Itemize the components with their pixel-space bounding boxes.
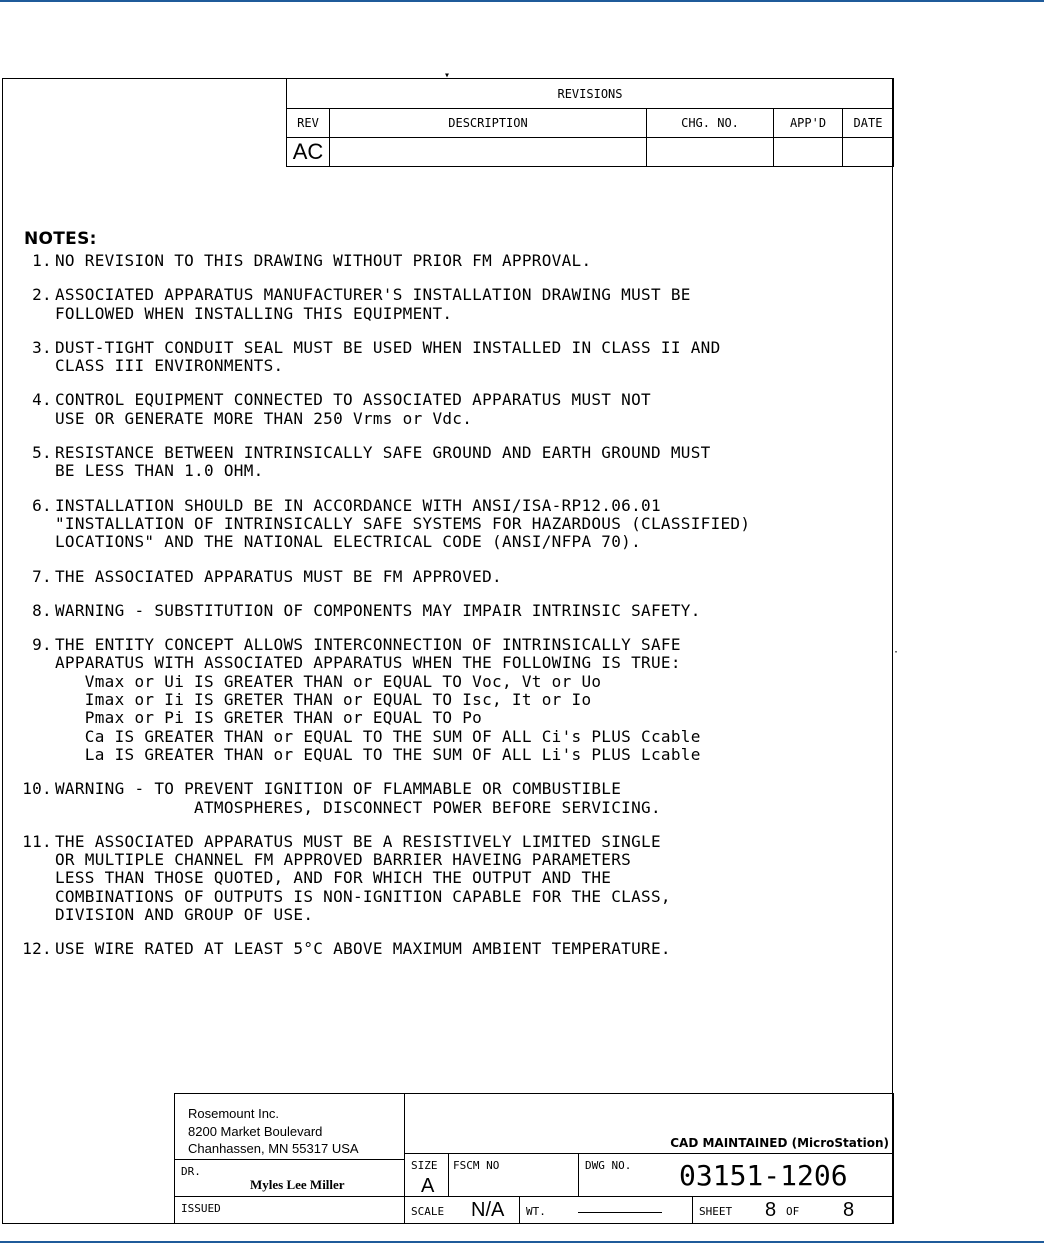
chg-no-column-header: CHG. NO. (647, 109, 774, 138)
of-value: 8 (843, 1199, 855, 1221)
note-item (10, 339, 890, 376)
note-item (10, 636, 890, 764)
note-line: THE ENTITY CONCEPT ALLOWS INTERCONNECTION OF INTRINSICALLY SAFE (55, 635, 681, 655)
notes-list (10, 252, 890, 959)
bottom-border-line (0, 1241, 1044, 1243)
note-text (55, 602, 701, 620)
note-text (55, 444, 711, 481)
scale-value: N/A (471, 1199, 505, 1221)
note-number: 4. (32, 390, 52, 410)
note-text (55, 252, 591, 270)
appd-value (774, 138, 843, 167)
note-text (55, 339, 721, 376)
note-line: CONTROL EQUIPMENT CONNECTED TO ASSOCIATED APPARATUS MUST NOT (55, 390, 651, 410)
sheet-label: SHEET (699, 1205, 733, 1218)
note-line: ATMOSPHERES, DISCONNECT POWER BEFORE SERVICING. (55, 797, 661, 817)
date-column-header: DATE (843, 109, 894, 138)
drafter-box (174, 1159, 405, 1197)
note-line: DIVISION AND GROUP OF USE. (55, 905, 314, 925)
note-number: 9. (32, 635, 52, 655)
dwg-no-box (578, 1153, 894, 1197)
rev-value: AC (287, 138, 330, 167)
note-line: La IS GREATER THAN or EQUAL TO THE SUM OF ALL Li's PLUS Lcable (55, 744, 701, 764)
sheet-box (692, 1196, 894, 1224)
chg-no-value (647, 138, 774, 167)
description-value (330, 138, 647, 167)
note-line: Imax or Ii IS GRETER THAN or EQUAL TO Isc, It or Io (55, 690, 592, 710)
top-border-line (0, 0, 1044, 2)
note-item (10, 780, 890, 817)
note-number: 1. (32, 251, 52, 270)
fscm-label: FSCM NO (453, 1159, 500, 1172)
note-line: ASSOCIATED APPARATUS MANUFACTURER'S INSTALLATION DRAWING MUST BE (55, 285, 691, 305)
note-text (55, 568, 502, 586)
note-line: Vmax or Ui IS GREATER THAN or EQUAL TO Voc, Vt or Uo (55, 671, 602, 691)
appd-column-header: APP'D (774, 109, 843, 138)
company-address-box (174, 1093, 405, 1160)
company-city: Chanhassen, MN 55317 USA (188, 1141, 359, 1156)
weight-box (519, 1196, 693, 1224)
note-line: LESS THAN THOSE QUOTED, AND FOR WHICH THE OUTPUT AND THE (55, 868, 612, 888)
note-item (10, 444, 890, 481)
note-number: 10. (22, 779, 52, 799)
note-line: DUST-TIGHT CONDUIT SEAL MUST BE USED WHEN INSTALLED IN CLASS II AND (55, 337, 721, 357)
note-line: CLASS III ENVIRONMENTS. (55, 356, 284, 376)
dwg-no-value: 03151-1206 (679, 1159, 848, 1192)
note-item (10, 252, 890, 270)
dwg-no-label: DWG NO. (585, 1159, 632, 1172)
note-line: Ca IS GREATER THAN or EQUAL TO THE SUM OF ALL Ci's PLUS Ccable (55, 726, 701, 746)
company-street: 8200 Market Boulevard (188, 1123, 323, 1139)
sheet-value: 8 (765, 1199, 777, 1221)
note-item (10, 391, 890, 428)
weight-blank-line (578, 1212, 662, 1213)
note-text (55, 940, 671, 958)
note-line: COMBINATIONS OF OUTPUTS IS NON-IGNITION CAPABLE FOR THE CLASS, (55, 886, 671, 906)
note-line: INSTALLATION SHOULD BE IN ACCORDANCE WITH ANSI/ISA-RP12.06.01 (55, 495, 661, 515)
note-number: 6. (32, 495, 52, 515)
rev-column-header: REV (287, 109, 330, 138)
cad-note-box (404, 1093, 894, 1154)
company-name: Rosemount Inc. (188, 1106, 280, 1121)
right-center-mark: · (893, 647, 900, 658)
scale-label: SCALE (411, 1205, 445, 1218)
top-center-mark: ▾ (444, 70, 451, 81)
note-text (55, 833, 671, 924)
notes-heading: NOTES: (24, 229, 97, 249)
revisions-title: REVISIONS (287, 79, 894, 109)
note-line: "INSTALLATION OF INTRINSICALLY SAFE SYSTEMS FOR HAZARDOUS (CLASSIFIED) (55, 513, 751, 533)
note-item (10, 568, 890, 586)
note-number: 8. (32, 600, 52, 620)
note-number: 5. (32, 443, 52, 463)
title-block (174, 1093, 894, 1224)
of-label: OF (786, 1205, 800, 1218)
cad-maintained-note: CAD MAINTAINED (MicroStation) (670, 1136, 889, 1150)
wt-label: WT. (526, 1205, 546, 1218)
size-label: SIZE (411, 1159, 438, 1172)
description-column-header: DESCRIPTION (330, 109, 647, 138)
note-line: THE ASSOCIATED APPARATUS MUST BE FM APPROVED. (55, 566, 502, 586)
fscm-box (448, 1153, 579, 1197)
note-line: LOCATIONS" AND THE NATIONAL ELECTRICAL CODE (ANSI/NFPA 70). (55, 532, 642, 552)
note-item (10, 940, 890, 958)
note-line: FOLLOWED WHEN INSTALLING THIS EQUIPMENT. (55, 303, 453, 323)
note-item (10, 497, 890, 552)
note-line: WARNING - SUBSTITUTION OF COMPONENTS MAY IMPAIR INTRINSIC SAFETY. (55, 600, 701, 620)
size-box (404, 1153, 449, 1197)
note-number: 3. (32, 337, 52, 357)
note-item (10, 833, 890, 924)
note-line: OR MULTIPLE CHANNEL FM APPROVED BARRIER HAVEING PARAMETERS (55, 850, 632, 870)
note-text (55, 636, 701, 764)
note-number: 12. (22, 939, 52, 959)
note-line: Pmax or Pi IS GRETER THAN or EQUAL TO Po (55, 708, 483, 728)
date-value (843, 138, 894, 167)
note-item (10, 602, 890, 620)
note-number: 11. (22, 831, 52, 851)
note-number: 2. (32, 285, 52, 305)
note-number: 7. (32, 566, 52, 586)
dr-label: DR. (181, 1165, 201, 1178)
note-line: NO REVISION TO THIS DRAWING WITHOUT PRIOR FM APPROVAL. (55, 251, 592, 270)
note-line: WARNING - TO PREVENT IGNITION OF FLAMMABLE OR COMBUSTIBLE (55, 779, 622, 799)
revisions-table (286, 78, 894, 167)
notes-section (10, 226, 890, 975)
note-line: USE OR GENERATE MORE THAN 250 Vrms or Vdc. (55, 408, 473, 428)
drafter-signature: Myles Lee Miller (250, 1177, 345, 1192)
size-value: A (421, 1175, 435, 1197)
scale-box (404, 1196, 520, 1224)
note-text (55, 391, 651, 428)
note-line: APPARATUS WITH ASSOCIATED APPARATUS WHEN THE FOLLOWING IS TRUE: (55, 653, 681, 673)
note-line: USE WIRE RATED AT LEAST 5°C ABOVE MAXIMUM AMBIENT TEMPERATURE. (55, 939, 671, 959)
note-text (55, 780, 661, 817)
note-text (55, 497, 750, 552)
note-line: BE LESS THAN 1.0 OHM. (55, 461, 264, 481)
note-item (10, 286, 890, 323)
issued-label: ISSUED (181, 1202, 221, 1215)
note-line: RESISTANCE BETWEEN INTRINSICALLY SAFE GROUND AND EARTH GROUND MUST (55, 443, 711, 463)
note-text (55, 286, 691, 323)
note-line: THE ASSOCIATED APPARATUS MUST BE A RESISTIVELY LIMITED SINGLE (55, 831, 661, 851)
issued-box (174, 1196, 405, 1224)
